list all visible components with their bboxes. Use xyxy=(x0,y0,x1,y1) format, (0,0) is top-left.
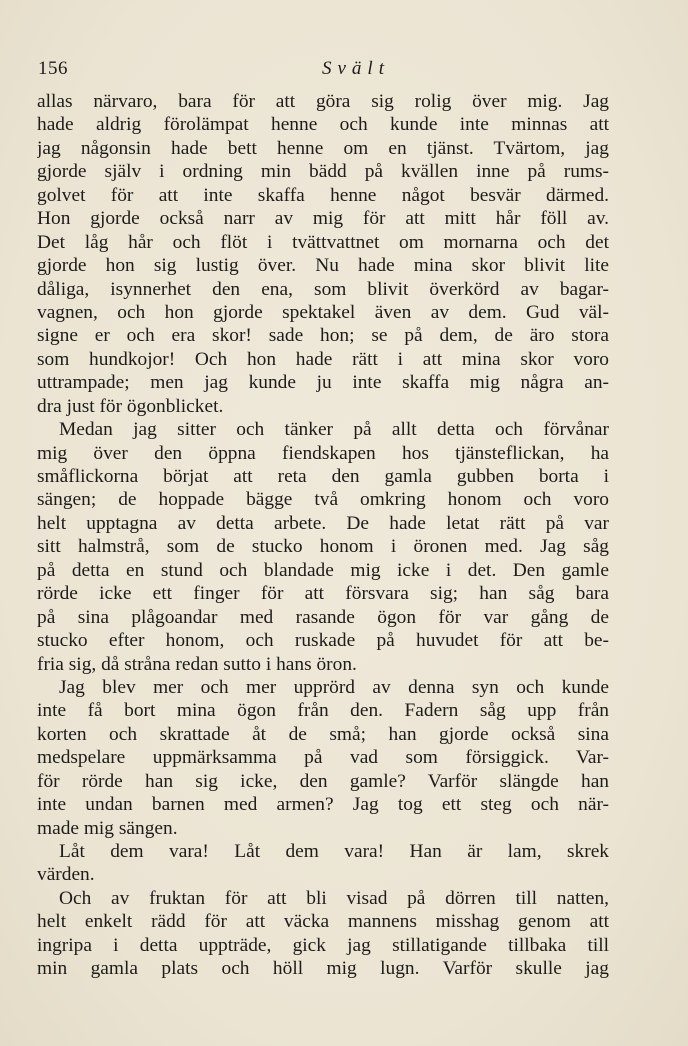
text-line: för rörde han sig icke, den gamle? Varför slängde han xyxy=(37,770,609,792)
text-line: jag någonsin hade bett henne om en tjänst. Tvärtom, jag xyxy=(37,137,609,159)
text-line: vagnen, och hon gjorde spektakel även av dem. Gud väl- xyxy=(37,301,609,323)
text-line: inte få bort mina ögon från den. Fadern såg upp från xyxy=(37,700,609,722)
text-line: fria sig, då stråna redan sutto i hans öron. xyxy=(37,653,357,675)
text-line: ingripa i detta uppträde, gick jag stillatigande tillbaka till xyxy=(37,934,609,956)
text-line: made mig sängen. xyxy=(37,817,178,839)
text-line: helt enkelt rädd för att väcka mannens misshag genom att xyxy=(37,911,609,933)
text-line: helt upptagna av detta arbete. De hade letat rätt på var xyxy=(37,512,609,534)
text-line: Låt dem vara! Låt dem vara! Han är lam, skrek xyxy=(59,841,609,862)
running-title: Svält xyxy=(322,58,390,79)
text-line: stucko efter honom, och ruskade på huvudet för att be- xyxy=(37,630,609,652)
text-line: rörde icke ett finger för att försvara sig; han såg bara xyxy=(37,583,609,605)
body-text xyxy=(37,90,609,981)
text-line: uttrampade; men jag kunde ju inte skaffa mig några an- xyxy=(37,372,609,394)
text-line: gjorde själv i ordning min bädd på kvällen inne på rums- xyxy=(37,161,609,183)
text-line: som hundkojor! Och hon hade rätt i att mina skor voro xyxy=(37,348,609,370)
text-line: Det låg hår och flöt i tvättvattnet om mornarna och det xyxy=(37,231,609,253)
text-line: golvet för att inte skaffa henne något besvär därmed. xyxy=(37,184,609,206)
text-line: småflickorna börjat att reta den gamla gubben borta i xyxy=(37,466,609,487)
text-line: hade aldrig förolämpat henne och kunde inte minnas att xyxy=(37,114,609,136)
text-line: sitt halmstrå, som de stucko honom i öronen med. Jag såg xyxy=(37,536,609,558)
text-line: medspelare uppmärksamma på vad som försiggick. Var- xyxy=(37,747,609,769)
text-line: dåliga, isynnerhet den ena, som blivit överkörd av bagar- xyxy=(37,278,609,300)
text-line: Hon gjorde också narr av mig för att mitt hår föll av. xyxy=(37,208,609,230)
text-line: sängen; de hoppade bägge två omkring honom och voro xyxy=(37,489,609,511)
text-line: på detta en stund och blandade mig icke i det. Den gamle xyxy=(37,559,609,581)
text-line: dra just för ögonblicket. xyxy=(37,395,224,417)
text-line: gjorde hon sig lustig över. Nu hade mina skor blivit lite xyxy=(37,255,609,277)
text-line: Medan jag sitter och tänker på allt detta och förvånar xyxy=(59,419,609,441)
text-line: korten och skrattade åt de små; han gjorde också sina xyxy=(37,723,609,745)
text-line: Och av fruktan för att bli visad på dörren till natten, xyxy=(59,887,609,909)
text-line: inte undan barnen med armen? Jag tog ett steg och när- xyxy=(37,794,609,816)
text-line: mig över den öppna fiendskapen hos tjänsteflickan, ha xyxy=(37,442,609,464)
text-line: signe er och era skor! sade hon; se på dem, de äro stora xyxy=(37,325,609,347)
text-line: värden. xyxy=(37,864,95,886)
text-line: Jag blev mer och mer upprörd av denna syn och kunde xyxy=(59,676,609,698)
text-line: min gamla plats och höll mig lugn. Varför skulle jag xyxy=(37,958,609,980)
text-line: allas närvaro, bara för att göra sig rolig över mig. Jag xyxy=(37,91,609,112)
text-line: på sina plågoandar med rasande ögon för var gång de xyxy=(37,606,609,628)
page-header xyxy=(38,58,608,84)
page-number: 156 xyxy=(38,58,68,79)
